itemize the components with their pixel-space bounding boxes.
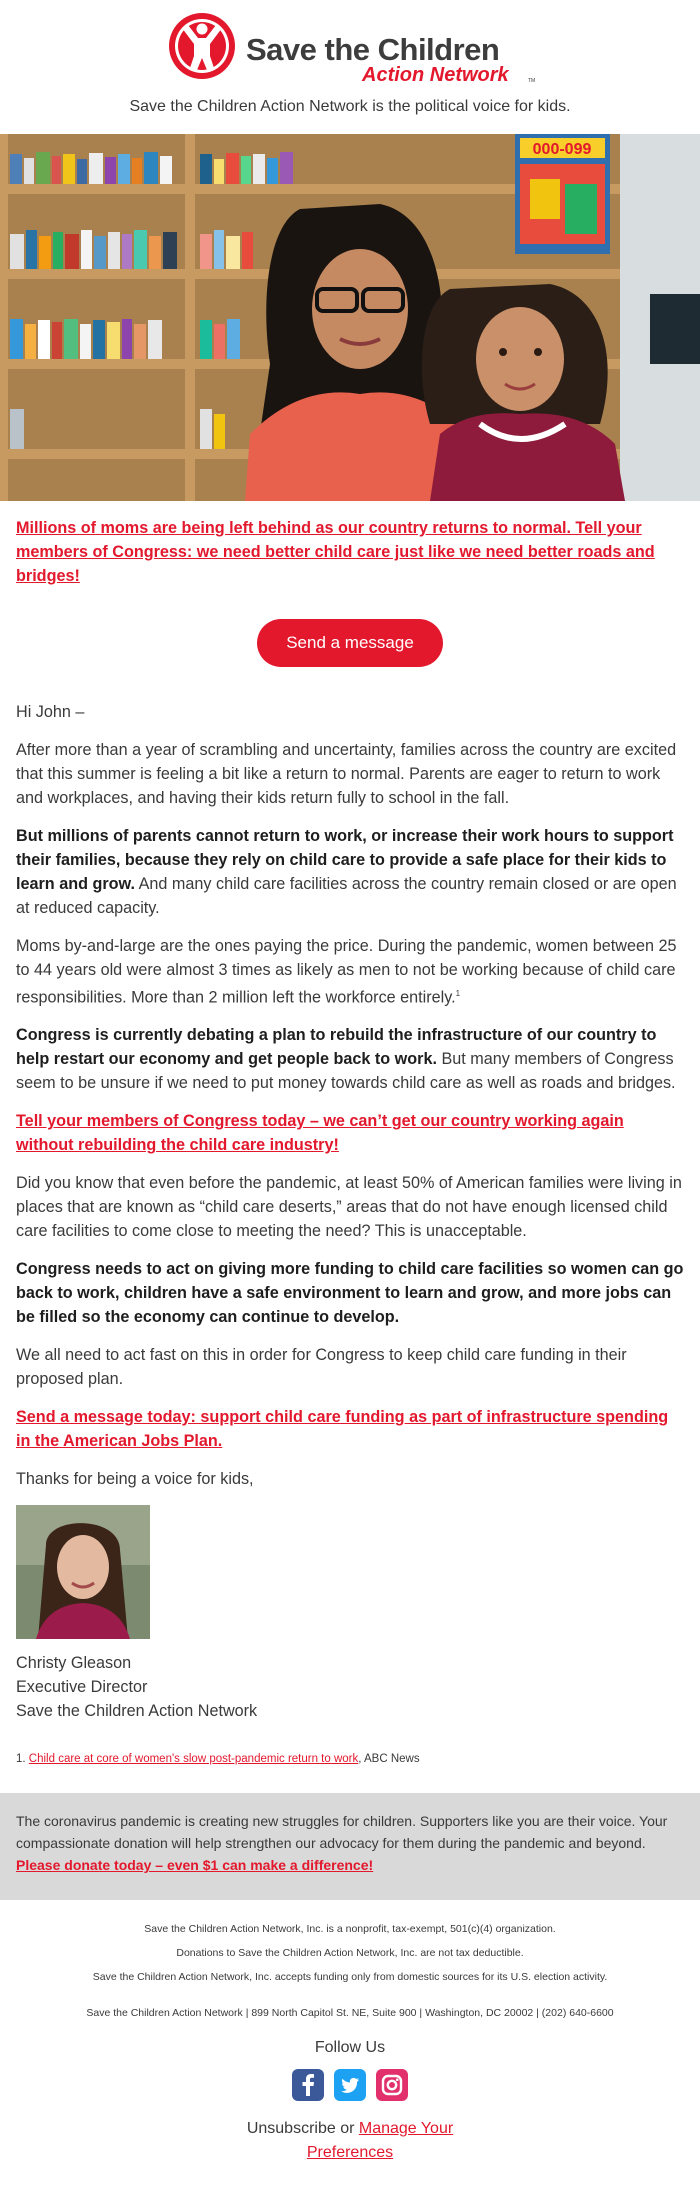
send-message-button[interactable]: Send a message — [257, 619, 443, 667]
facebook-icon[interactable] — [292, 2069, 324, 2101]
footer — [0, 1917, 700, 2165]
header — [0, 0, 700, 134]
paragraph-parents-rest: And many child care facilities across the country remain closed or are open at reduced capacity. — [16, 875, 677, 917]
logo-subtitle: Action Network — [362, 64, 509, 86]
footnote-ref[interactable]: 1 — [455, 989, 461, 998]
paragraph-parents — [16, 824, 684, 920]
manage-preferences-link[interactable]: Manage Your — [358, 2120, 454, 2137]
footer-tax-line: Donations to Save the Children Action Network, Inc. are not tax deductible. — [176, 1947, 524, 1959]
paragraph-moms — [16, 934, 684, 1009]
unsubscribe-line — [0, 2117, 700, 2165]
unsubscribe-text: Unsubscribe — [246, 2120, 336, 2137]
instagram-icon[interactable] — [376, 2069, 408, 2101]
unsubscribe-or: or — [335, 2120, 359, 2137]
social-links — [0, 2069, 700, 2101]
signature-photo — [16, 1505, 150, 1639]
donation-text: The coronavirus pandemic is creating new struggles for children. Supporters like you are their voice. Your compassionate donation will help strengthen our advocacy for them during the pandemic and beyond. — [16, 1813, 668, 1851]
follow-us-label: Follow Us — [314, 2039, 386, 2056]
donation-link-line — [16, 1854, 684, 1876]
paragraph-deserts: Did you know that even before the pandemic, at least 50% of American families were living in places that are known as “child care deserts,” areas that do not have enough licensed child care facilities to come close to meeting the need? This is unacceptable. — [16, 1174, 682, 1241]
headline-link[interactable]: Millions of moms are being left behind as our country returns to normal. Tell your members of Congress: we need better child care just like we need better roads and bridges! — [16, 519, 655, 585]
signature-name: Christy Gleason — [16, 1654, 132, 1673]
send-message-today-link[interactable]: Send a message today: support child care funding as part of infrastructure spending in the American Jobs Plan. — [16, 1408, 669, 1451]
paragraph-congress-bold: Congress is currently debating a plan to rebuild the infrastructure of our country to help restart our economy and get people back to work. — [16, 1026, 657, 1069]
twitter-icon[interactable] — [334, 2069, 366, 2101]
logo[interactable] — [168, 12, 538, 92]
paragraph-funding — [16, 1257, 684, 1329]
manage-preferences-link-line2[interactable]: Preferences — [306, 2144, 394, 2161]
tell-congress-link[interactable]: Tell your members of Congress today – we can’t get our country working again without rebuilding the child care industry! — [16, 1112, 624, 1155]
cta-container — [16, 610, 684, 700]
hero-image[interactable] — [0, 134, 700, 501]
paragraph-link-send — [16, 1405, 684, 1453]
thanks-line: Thanks for being a voice for kids, — [16, 1470, 254, 1489]
headline-paragraph — [16, 516, 684, 588]
donation-box — [0, 1793, 700, 1900]
footer-nonprofit-line: Save the Children Action Network, Inc. is a nonprofit, tax-exempt, 501(c)(4) organization. — [144, 1923, 556, 1935]
email-body — [16, 516, 684, 1765]
paragraph-moms-text: Moms by-and-large are the ones paying the price. During the pandemic, women between 25 to 44 years old were almost 3 times as likely as men to not be working because of child care responsibilities. More than 2 million left the workforce entirely. — [16, 937, 677, 1007]
hero-photo-illustration — [0, 134, 700, 501]
footnote-source: , ABC News — [358, 1753, 420, 1766]
footnote — [16, 1753, 684, 1765]
footnote-number: 1. — [16, 1753, 26, 1766]
paragraph-parents-bold: But millions of parents cannot return to work, or increase their work hours to support their families, because they rely on child care to provide a safe place for their kids to learn and grow. — [16, 827, 674, 893]
signature-title: Executive Director — [16, 1678, 148, 1697]
tagline: Save the Children Action Network is the political voice for kids. — [129, 98, 571, 115]
footer-funding-line: Save the Children Action Network, Inc. accepts funding only from domestic sources for its U.S. election activity. — [92, 1971, 608, 1983]
paragraph-congress — [16, 1023, 684, 1095]
paragraph-act-fast: We all need to act fast on this in order for Congress to keep child care funding in their proposed plan. — [16, 1346, 627, 1389]
footnote-link[interactable]: Child care at core of women's slow post-pandemic return to work — [28, 1753, 359, 1766]
paragraph-congress-rest: But many members of Congress seem to be unsure if we need to put money towards child care as well as roads and bridges. — [16, 1050, 676, 1093]
paragraph-link-congress — [16, 1109, 684, 1157]
donate-link[interactable]: Please donate today – even $1 can make a difference! — [16, 1857, 374, 1873]
greeting: Hi John – — [16, 703, 85, 721]
signature-org: Save the Children Action Network — [16, 1702, 258, 1721]
bin-label: 000-099 — [532, 141, 592, 158]
paragraph-intro: After more than a year of scrambling and uncertainty, families across the country are excited that this summer is feeling a bit like a return to normal. Parents are eager to return to work and workplaces, and having their kids return fully to school in the fall. — [16, 741, 677, 807]
paragraph-funding-bold: Congress needs to act on giving more funding to child care facilities so women can go back to work, children have a safe environment to learn and grow, and more jobs can be filled so the economy can continue to develop. — [16, 1260, 684, 1327]
logo-trademark: TM — [528, 78, 536, 84]
save-the-children-logo-icon — [168, 12, 236, 80]
footer-address: Save the Children Action Network | 899 North Capitol St. NE, Suite 900 | Washington, DC 20002 | (202) 640-6600 — [86, 2007, 614, 2019]
logo-name: Save the Children — [246, 32, 500, 67]
